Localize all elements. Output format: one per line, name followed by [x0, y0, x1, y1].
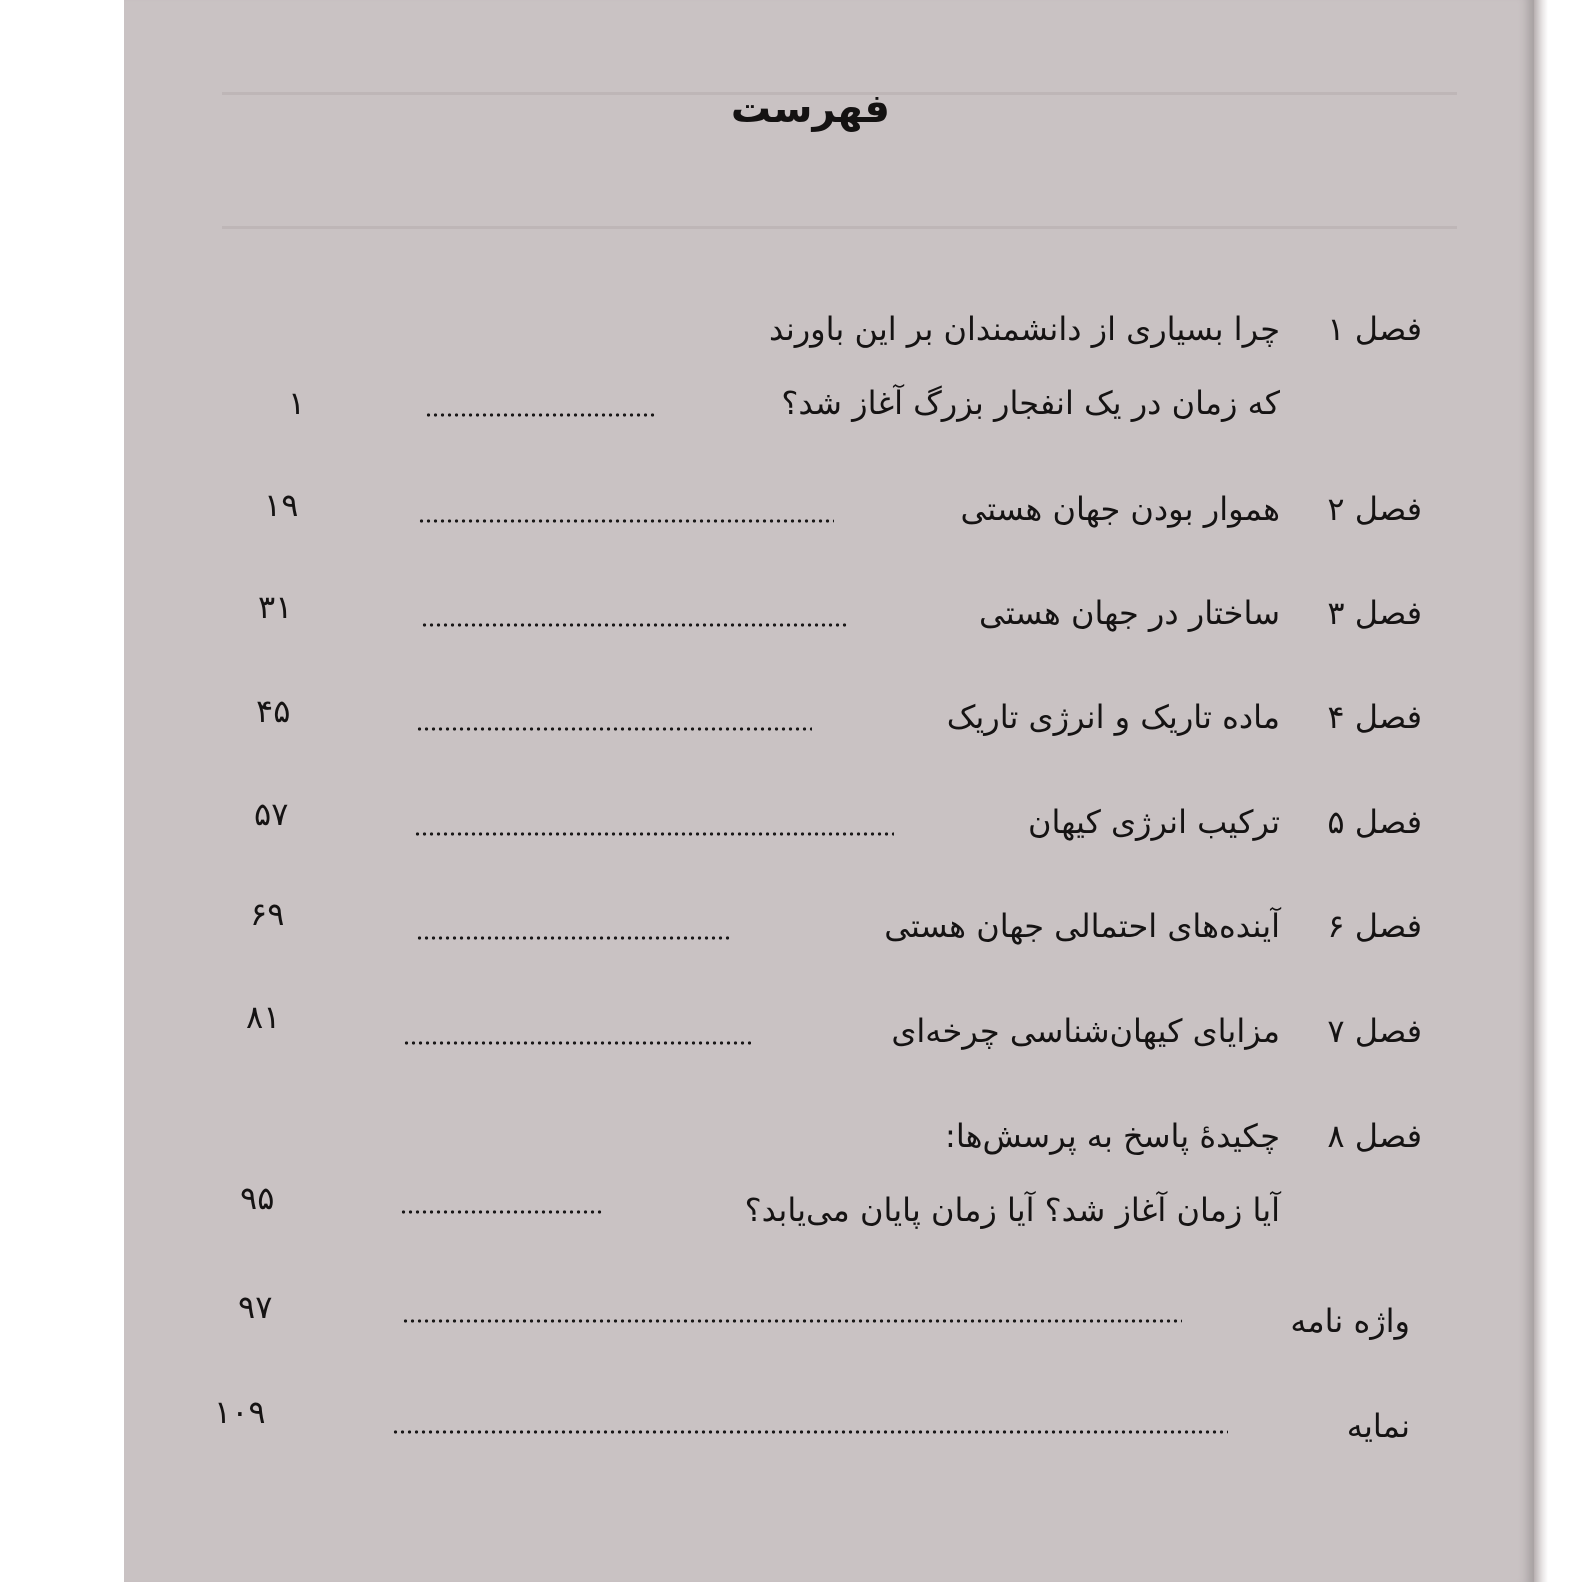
- chapter-title-continued: که زمان در یک انفجار بزرگ آغاز شد؟: [781, 384, 1280, 422]
- dot-leader: [416, 933, 731, 943]
- chapter-title: چکیدهٔ پاسخ به پرسش‌ها:: [945, 1117, 1280, 1155]
- chapter-title-continued: آیا زمان آغاز شد؟ آیا زمان پایان می‌یابد؟: [744, 1191, 1280, 1229]
- page-number: ۱۰۹: [214, 1393, 266, 1431]
- toc-entry-chapter-1[interactable]: [0, 310, 1582, 422]
- chapter-label: فصل ۶: [1327, 907, 1422, 945]
- dot-leader: [416, 724, 812, 734]
- chapter-title: هموار بودن جهان هستی: [960, 490, 1280, 528]
- toc-title: فهرست: [730, 86, 890, 132]
- dot-leader: [414, 829, 894, 839]
- chapter-label: فصل ۳: [1327, 594, 1422, 632]
- page-number: ۳۱: [258, 588, 293, 626]
- dot-leader: [392, 1427, 1228, 1437]
- toc-entry-chapter-4[interactable]: [0, 692, 1582, 758]
- page-number: ۵۷: [254, 795, 289, 833]
- chapter-label: فصل ۱: [1327, 310, 1422, 348]
- chapter-title: چرا بسیاری از دانشمندان بر این باورند: [769, 310, 1280, 348]
- chapter-title: ترکیب انرژی کیهان: [1027, 803, 1280, 841]
- chapter-label: فصل ۸: [1327, 1117, 1422, 1155]
- chapter-title: مزایای کیهان‌شناسی چرخه‌ای: [891, 1012, 1280, 1050]
- page-number: ۸۱: [246, 998, 281, 1036]
- toc-entry-chapter-8[interactable]: [0, 1117, 1582, 1229]
- dot-leader: [403, 1038, 751, 1048]
- chapter-label: فصل ۵: [1327, 803, 1422, 841]
- index-label: نمایه: [1346, 1407, 1410, 1445]
- toc-entry-chapter-7[interactable]: [0, 998, 1582, 1072]
- page-number: ۶۹: [250, 895, 285, 933]
- chapter-title: ساختار در جهان هستی: [979, 594, 1280, 632]
- dot-leader: [421, 620, 847, 630]
- toc-entry-chapter-5[interactable]: [0, 795, 1582, 863]
- toc-entry-chapter-6[interactable]: [0, 895, 1582, 967]
- dot-leader: [418, 516, 834, 526]
- page-number: ۱۹: [264, 486, 299, 524]
- toc-entry-index[interactable]: [0, 1393, 1582, 1467]
- chapter-label: فصل ۲: [1327, 490, 1422, 528]
- glossary-label: واژه نامه: [1290, 1302, 1410, 1340]
- toc-entry-glossary[interactable]: [0, 1288, 1582, 1362]
- chapter-label: فصل ۴: [1327, 698, 1422, 736]
- dot-leader: [425, 410, 655, 420]
- page-number: ۹۷: [238, 1288, 273, 1326]
- page-number: ۹۵: [240, 1179, 275, 1217]
- chapter-label: فصل ۷: [1327, 1012, 1422, 1050]
- bleed-through-rule: [222, 226, 1457, 229]
- dot-leader: [400, 1207, 604, 1217]
- chapter-title: ماده تاریک و انرژی تاریک: [946, 698, 1280, 736]
- chapter-title: آینده‌های احتمالی جهان هستی: [884, 907, 1280, 945]
- page-number: ۱: [288, 384, 306, 422]
- toc-entry-chapter-2[interactable]: [0, 486, 1582, 550]
- dot-leader: [402, 1316, 1182, 1326]
- page-number: ۴۵: [256, 692, 291, 730]
- toc-entry-chapter-3[interactable]: [0, 588, 1582, 654]
